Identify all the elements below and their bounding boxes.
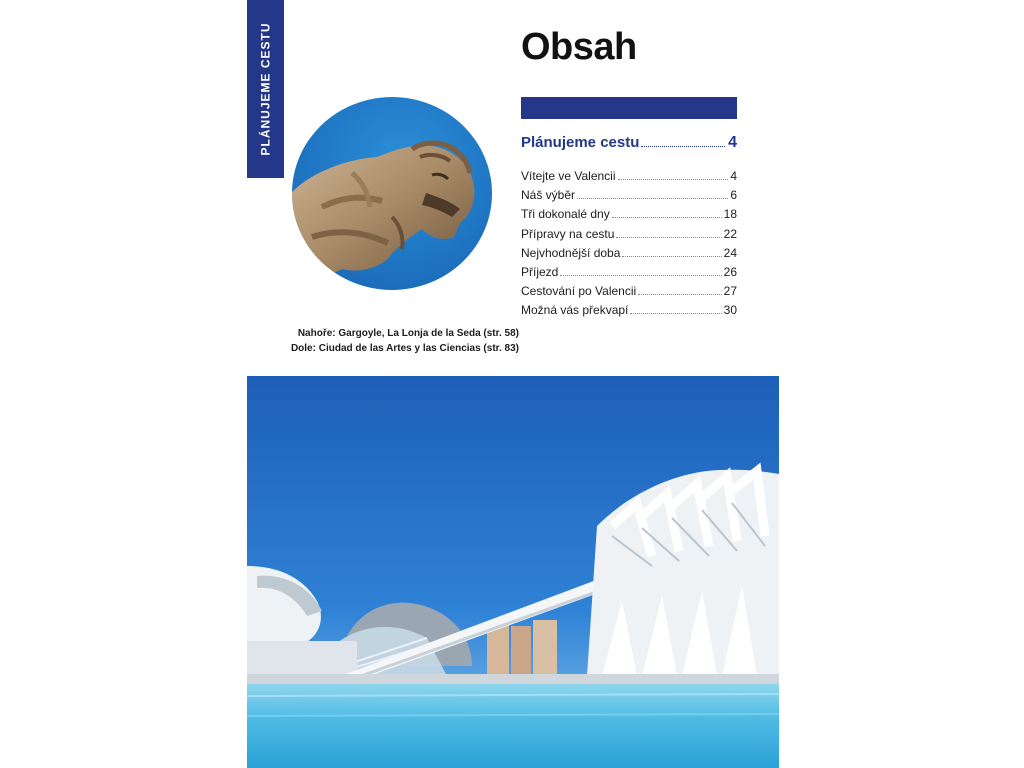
toc-item-page: 26 (723, 264, 737, 279)
side-tab (247, 0, 284, 178)
page-title: Obsah (521, 26, 637, 68)
toc-item-page: 24 (723, 245, 737, 260)
gargoyle-photo (292, 97, 492, 290)
city-of-arts-illustration (247, 376, 779, 768)
title-accent-bar (521, 97, 737, 119)
toc-item[interactable] (521, 301, 737, 320)
toc-leader-dots (630, 313, 721, 314)
toc-item-label: Náš výběr (521, 188, 576, 203)
toc-leader-dots (641, 146, 725, 147)
toc-item[interactable] (521, 263, 737, 282)
toc-item-label: Nejvhodnější doba (521, 245, 621, 260)
toc-section-label: Plánujeme cestu (521, 134, 640, 151)
toc-item-label: Možná vás překvapí (521, 303, 629, 318)
toc-item-label: Přípravy na cestu (521, 226, 615, 241)
toc-item-label: Příjezd (521, 264, 559, 279)
toc-item-page: 30 (723, 303, 737, 318)
side-tab-label: PLÁNUJEME CESTU (258, 22, 273, 156)
toc-item-label: Vítejte ve Valencii (521, 169, 616, 183)
toc-leader-dots (560, 275, 721, 276)
photo-captions (247, 326, 519, 356)
caption-bottom: Dole: Ciudad de las Artes y las Ciencias (str. 83) (290, 343, 519, 354)
toc-item[interactable] (521, 225, 737, 244)
city-of-arts-photo (247, 376, 779, 768)
toc-item[interactable] (521, 282, 737, 301)
caption-top: Nahoře: Gargoyle, La Lonja de la Seda (str. 58) (297, 328, 519, 339)
toc-item[interactable] (521, 167, 737, 186)
toc-item[interactable] (521, 186, 737, 205)
toc-leader-dots (612, 217, 722, 218)
toc-section-entry[interactable] (521, 134, 737, 152)
toc-item-page: 6 (730, 188, 737, 203)
toc-item-label: Cestování po Valencii (521, 284, 637, 299)
toc-leader-dots (618, 179, 729, 180)
toc-section-page: 4 (728, 134, 737, 151)
toc-list (521, 167, 737, 321)
toc-item[interactable] (521, 244, 737, 263)
toc-item-label: Tři dokonalé dny (521, 207, 610, 222)
toc-leader-dots (622, 256, 721, 257)
gargoyle-illustration (292, 97, 492, 290)
toc-leader-dots (638, 294, 721, 295)
toc-leader-dots (616, 237, 721, 238)
toc-leader-dots (577, 198, 728, 199)
toc-item-page: 4 (730, 169, 737, 183)
toc-item-page: 27 (723, 284, 737, 299)
toc-item-page: 18 (723, 207, 737, 222)
toc-item[interactable] (521, 205, 737, 224)
toc-item-page: 22 (723, 226, 737, 241)
